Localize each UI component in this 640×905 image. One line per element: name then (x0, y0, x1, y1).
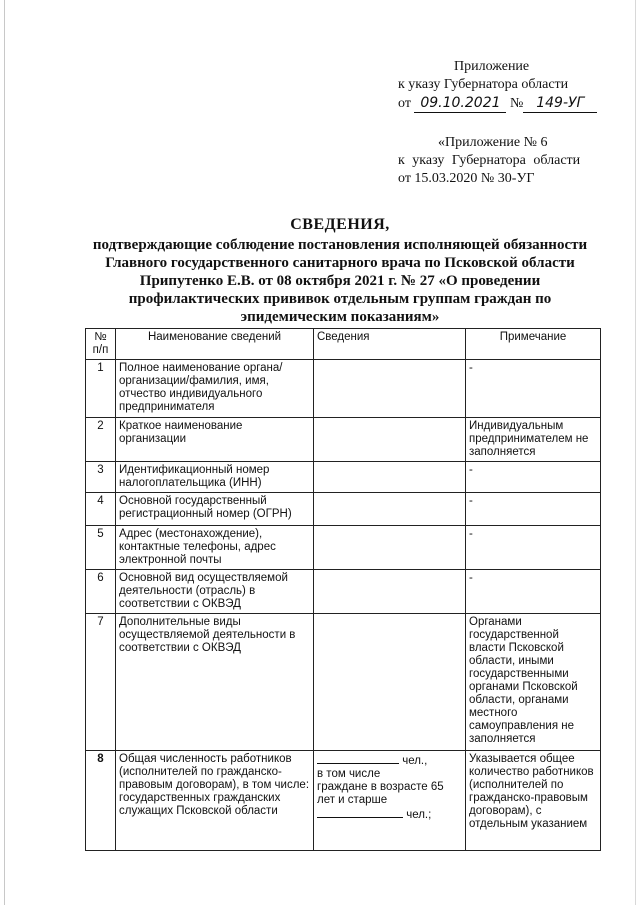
appendix-date-line (398, 94, 598, 113)
row-num: 6 (86, 570, 116, 614)
table-row (86, 493, 601, 526)
table-row (86, 360, 601, 418)
appendix-title: Приложение (454, 59, 530, 74)
row-num: 4 (86, 493, 116, 526)
from-label: от (398, 96, 411, 111)
row-info (314, 462, 466, 493)
row-name: Дополнительные виды осуществляемой деятельности в соответствии с ОКВЭД (116, 614, 314, 751)
row-note: Органами государственной власти Псковской области, иными государственными органами Псковской области, органами местного самоуправления не заполняется (466, 614, 601, 751)
number-label: № (509, 96, 524, 111)
header-note: Примечание (466, 329, 601, 360)
table-row (86, 570, 601, 614)
row-name (116, 751, 314, 851)
page-edge-right (635, 0, 636, 905)
row-num: 3 (86, 462, 116, 493)
row-info (314, 614, 466, 751)
seniors-label: граждане в возрасте 65 лет и старше (317, 781, 444, 806)
handwritten-date: 09.10.2021 (414, 94, 506, 113)
previous-appendix-header (398, 134, 600, 188)
row-name: Основной вид осуществляемой деятельности (отрасль) в соответствии с ОКВЭД (116, 570, 314, 614)
row-note: - (466, 570, 601, 614)
row-name: Полное наименование органа/организации/фамилия, имя, отчество индивидуального предпринимателя (116, 360, 314, 418)
row-name: Адрес (местонахождение), контактные телефоны, адрес электронной почты (116, 526, 314, 570)
table-row (86, 462, 601, 493)
row-name: Основной государственный регистрационный номер (ОГРН) (116, 493, 314, 526)
table-row (86, 526, 601, 570)
row-info (314, 751, 466, 851)
row-name-main: Общая численность работников (исполнителей по гражданско-правовым договорам), в том числе: (119, 753, 310, 791)
seniors-count-line (317, 807, 462, 822)
row-num: 8 (86, 751, 116, 851)
information-table (85, 328, 601, 851)
document-title (80, 216, 600, 326)
table-row (86, 418, 601, 462)
table-row (86, 751, 601, 851)
including-label: в том числе (317, 768, 381, 780)
table-row (86, 614, 601, 751)
previous-appendix-date-line: от 15.03.2020 № 30-УГ (398, 171, 535, 186)
seniors-count-unit: чел.; (406, 809, 432, 821)
row-name: Краткое наименование организации (116, 418, 314, 462)
document-title-subtitle: подтверждающие соблюдение постановления исполняющей обязанности Главного государственного санитарного врача по Псковской области Припутенко Е.В. от 08 октября 2021 г. № 27 «О проведении профилактических прививок отдельным группам граждан по эпидемическим показаниям» (92, 237, 588, 325)
appendix-header (398, 58, 598, 113)
row-info (314, 493, 466, 526)
row-info (314, 360, 466, 418)
header-num: № п/п (86, 329, 116, 360)
document-title-head: СВЕДЕНИЯ, (290, 216, 390, 233)
row-note: Индивидуальным предпринимателем не заполняется (466, 418, 601, 462)
row-num: 2 (86, 418, 116, 462)
row-info (314, 570, 466, 614)
page-edge-left (4, 0, 5, 905)
seniors-count-blank (317, 807, 403, 818)
row-name-sub: государственных гражданских служащих Псковской области (119, 792, 281, 817)
row-num: 5 (86, 526, 116, 570)
table-header-row (86, 329, 601, 360)
previous-appendix-title: «Приложение № 6 (438, 135, 548, 150)
row-note: Указывается общее количество работников (исполнителей по гражданско-правовым договорам), с отдельным указанием (466, 751, 601, 851)
header-name: Наименование сведений (116, 329, 314, 360)
row-info (314, 418, 466, 462)
row-num: 7 (86, 614, 116, 751)
row-note: - (466, 462, 601, 493)
row-note: - (466, 493, 601, 526)
row-note: - (466, 526, 601, 570)
employees-count-line (317, 753, 462, 768)
header-info: Сведения (314, 329, 466, 360)
previous-appendix-decree-line: к указу Губернатора области (398, 153, 581, 168)
employees-count-unit: чел., (402, 755, 428, 767)
appendix-decree-line: к указу Губернатора области (398, 77, 569, 92)
handwritten-number: 149-УГ (523, 94, 597, 113)
employees-count-blank (317, 753, 399, 764)
row-info (314, 526, 466, 570)
row-note: - (466, 360, 601, 418)
row-name: Идентификационный номер налогоплательщика (ИНН) (116, 462, 314, 493)
row-num: 1 (86, 360, 116, 418)
